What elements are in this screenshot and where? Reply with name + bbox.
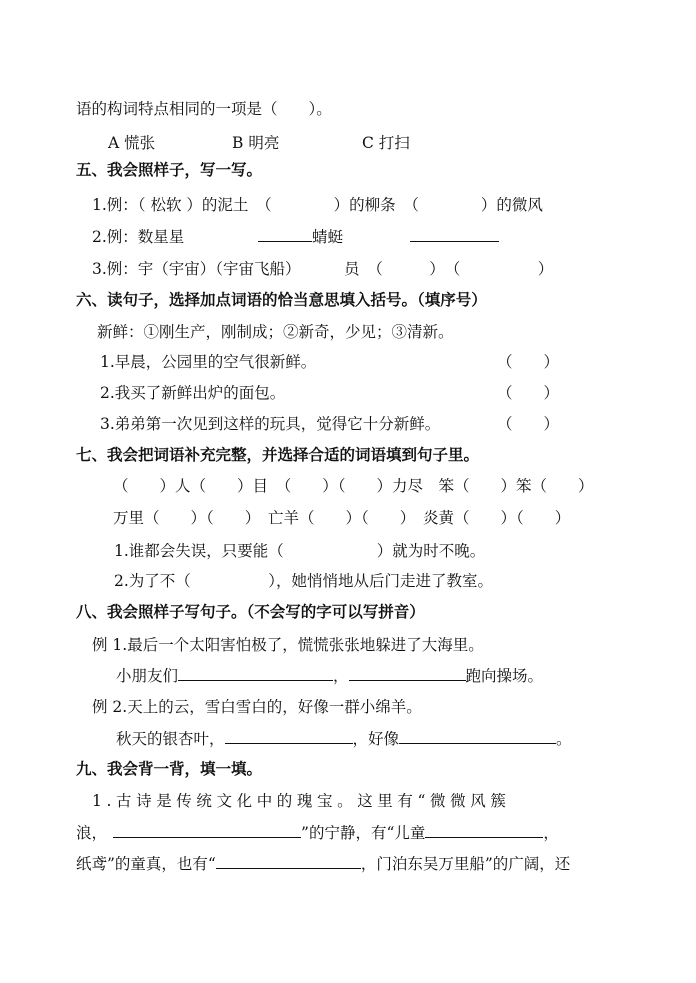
- blank-line[interactable]: [216, 853, 361, 869]
- poem-line-2: [76, 822, 559, 844]
- fill-sentence-2-end: 。: [556, 730, 572, 748]
- blank-line[interactable]: [410, 226, 499, 242]
- answer-paren[interactable]: （ ）: [497, 384, 560, 402]
- example-2-blank1-row: [258, 226, 343, 248]
- poem-line-2-end: ，: [543, 824, 559, 842]
- fill-sentence-1-start: 小朋友们: [116, 667, 179, 685]
- fill-sentence-2: [116, 728, 572, 750]
- example-2-label: 2.例：数星星: [92, 228, 185, 246]
- sentence-6-1: 1.早晨，公园里的空气很新鲜。: [100, 353, 317, 371]
- section-5-heading: 五、我会照样子，写一写。: [76, 161, 263, 179]
- option-c: C 打扫: [362, 134, 410, 152]
- poem-line-2-start: 浪，: [76, 824, 108, 842]
- example-8-2: 例 2.天上的云，雪白雪白的，好像一群小绵羊。: [92, 698, 422, 716]
- blank-line[interactable]: [349, 665, 466, 681]
- section-7-heading: 七、我会把词语补充完整，并选择合适的词语填到句子里。: [76, 446, 480, 464]
- option-a: A 慌张: [108, 134, 156, 152]
- fill-sentence-2-mid: ，好像: [352, 730, 400, 748]
- fill-sentence-1: [116, 665, 543, 687]
- section-8-heading: 八、我会照样子写句子。（不会写的字可以写拼音）: [76, 603, 425, 621]
- poem-line-2-mid: ”的宁静，有“儿童: [301, 824, 426, 842]
- section-6-heading: 六、读句子，选择加点词语的恰当意思填入括号。（填序号）: [76, 291, 487, 309]
- answer-paren[interactable]: （ ）: [497, 415, 560, 433]
- poem-line-3-start: 纸鸢”的童真，也有“: [76, 855, 216, 873]
- blank-line[interactable]: [425, 822, 543, 838]
- sentence-6-3: 3.弟弟第一次见到这样的玩具，觉得它十分新鲜。: [100, 415, 441, 433]
- section-9-heading: 九、我会背一背，填一填。: [76, 760, 263, 778]
- comma: ，: [333, 667, 349, 685]
- idiom-row-2: 万里（ ）（ ） 亡羊（ ）（ ） 炎黄（ ）（ ）: [113, 509, 571, 527]
- question-line: 语的构词特点相同的一项是（ ）。: [76, 100, 332, 118]
- poem-line-3-end: ，门泊东吴万里船”的广阔，还: [360, 855, 571, 873]
- option-b: B 明亮: [232, 134, 280, 152]
- definition-line: 新鲜：①刚生产，刚制成；②新奇，少见；③清新。: [97, 323, 454, 341]
- example-8-1: 例 1.最后一个太阳害怕极了，慌慌张张地躲进了大海里。: [92, 636, 484, 654]
- example-2-word: 蜻蜓: [312, 228, 344, 246]
- blank-line[interactable]: [399, 728, 556, 744]
- example-3-fill: 员 （ ） （ ）: [344, 260, 554, 278]
- blank-line[interactable]: [225, 728, 353, 744]
- example-1-line: 1.例：（ 松软 ）的泥土 （ ）的柳条 （ ）的微风: [92, 196, 543, 214]
- fill-sentence-1-end: 跑向操场。: [465, 667, 544, 685]
- blank-line[interactable]: [258, 226, 312, 242]
- sentence-7-2: 2.为了不（ ），她悄悄地从后门走进了教室。: [114, 572, 494, 590]
- example-3-label: 3.例：宇（宇宙）（宇宙飞船）: [92, 260, 301, 278]
- blank-line[interactable]: [113, 822, 301, 838]
- idiom-row-1: （ ）人（ ）目 （ ）（ ）力尽 笨（ ）笨（ ）: [113, 477, 594, 495]
- answer-paren[interactable]: （ ）: [497, 353, 560, 371]
- fill-sentence-2-start: 秋天的银杏叶，: [116, 730, 225, 748]
- sentence-6-2: 2.我买了新鲜出炉的面包。: [100, 384, 286, 402]
- blank-line[interactable]: [178, 665, 333, 681]
- poem-intro-line: 1.古诗是传统文化中的瑰宝。这里有“微微风簇: [92, 792, 511, 810]
- sentence-7-1: 1.谁都会失误，只要能（ ）就为时不晚。: [114, 542, 486, 560]
- example-2-blank2-row: [410, 226, 499, 248]
- poem-line-3: [76, 853, 570, 875]
